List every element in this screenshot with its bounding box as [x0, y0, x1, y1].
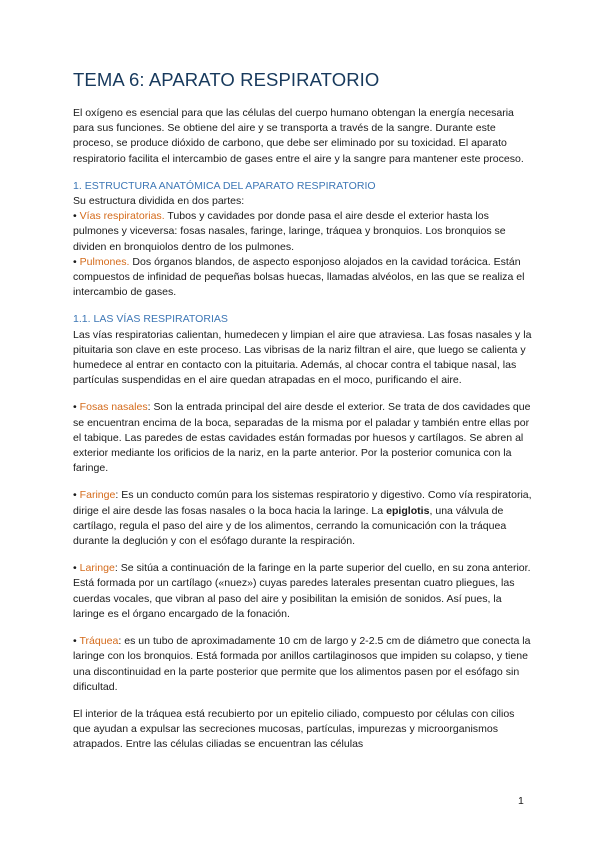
section-1-heading: 1. ESTRUCTURA ANATÓMICA DEL APARATO RESPIRATORIO [73, 179, 376, 192]
bullet: • [73, 401, 77, 414]
term-faringe: Faringe [79, 489, 116, 502]
organ-text: : Son la entrada principal del aire desde el exterior. Se trata de dos cavidades que se encuentran encima de la boca, separadas de la misma por el paladar y también entre ellas por el tabique. Las paredes de estas cavidades están formadas por huesos y cartílagos. Se abren al exterior mediante los orificios de la nariz, en la parte anterior. Por la posterior comunica con la faringe. [73, 401, 531, 475]
bullet: • [73, 255, 77, 268]
section-1-item [73, 255, 533, 301]
term-laringe: Laringe [79, 562, 115, 575]
organ-fosas-nasales [73, 400, 533, 476]
section-1-1-heading: 1.1. LAS VÍAS RESPIRATORIAS [73, 313, 228, 326]
organ-laringe [73, 561, 533, 622]
term-epiglotis: epiglotis [386, 504, 430, 517]
organ-text-cont: , una válvula de cartílago, regula el paso del aire y de los alimentos, cerrando la comunicación con la tráquea durante la deglución y con el esófago durante la respiración. [73, 504, 507, 548]
item-text: Dos órganos blandos, de aspecto esponjoso alojados en la cavidad torácica. Están compuestos de infinidad de pequeñas bolsas huecas, llamadas alvéolos, en las que se realiza el intercambio de gases. [73, 255, 525, 299]
term-traquea: Tráquea [79, 635, 119, 648]
section-1-item [73, 209, 533, 255]
document-page [73, 68, 533, 753]
organ-faringe [73, 488, 533, 549]
term-pulmones: Pulmones. [79, 255, 130, 268]
organ-text: : Se sitúa a continuación de la faringe en la parte superior del cuello, en su zona anterior. Está formada por un cartílago («nuez») cuyas paredes laterales presentan cuatro pliegues, las cuerdas vocales, que vibran al paso del aire y posibilitan la emisión de sonidos. Así pues, la laringe es el órgano encargado de la fonación. [73, 562, 531, 620]
organ-text: : Es un conducto común para los sistemas respiratorio y digestivo. Como vía respiratoria, dirige el aire desde las fosas nasales o la boca hacia la laringe. La [73, 489, 532, 517]
page-number: 1 [518, 795, 524, 807]
bullet: • [73, 489, 77, 502]
section-1-lead: Su estructura dividida en dos partes: [73, 195, 245, 208]
page-title: TEMA 6: APARATO RESPIRATORIO [73, 69, 380, 90]
term-vias-respiratorias: Vías respiratorias. [79, 210, 165, 223]
organ-traquea [73, 634, 533, 695]
section-1-1-paragraph: Las vías respiratorias calientan, humedecen y limpian el aire que atraviesa. Las fosas nasales y la pituitaria son clave en este proceso. Las vibrisas de la nariz filtran el aire, que luego se calienta y humedece al entrar en contacto con la pituitaria. Además, al chocar contra el tabique nasal, las partículas suspendidas en el aire quedan atrapadas en el moco, purificando el aire. [73, 328, 532, 387]
intro-paragraph: El oxígeno es esencial para que las células del cuerpo humano obtengan la energía necesaria para sus funciones. Se obtiene del aire y se transporta a través de la sangre. Durante este proceso, se produce dióxido de carbono, que debe ser eliminado por su toxicidad. El aparato respiratorio facilita el intercambio de gases entre el aire y la sangre para mantener este proceso. [73, 107, 524, 165]
term-fosas-nasales: Fosas nasales [79, 401, 148, 414]
final-paragraph: El interior de la tráquea está recubierto por un epitelio ciliado, compuesto por células con cilios que ayudan a expulsar las secreciones mucosas, partículas, impurezas y microorganismos atrapados. Entre las células ciliadas se encuentran las células [73, 707, 515, 751]
bullet: • [73, 635, 77, 648]
organ-text: : es un tubo de aproximadamente 10 cm de largo y 2-2.5 cm de diámetro que conecta la laringe con los bronquios. Está formada por anillos cartilaginosos que impiden su colapso, y tiene una discontinuidad en la parte posterior que permite que los alimentos pasen por el esófago sin dificultad. [73, 635, 531, 693]
bullet: • [73, 562, 77, 575]
bullet: • [73, 210, 77, 223]
item-text: Tubos y cavidades por donde pasa el aire desde el exterior hasta los pulmones y viceversa: fosas nasales, faringe, laringe, tráquea y bronquios. Los bronquios se dividen en bronquiolos dentro de los pulmones. [73, 210, 506, 253]
